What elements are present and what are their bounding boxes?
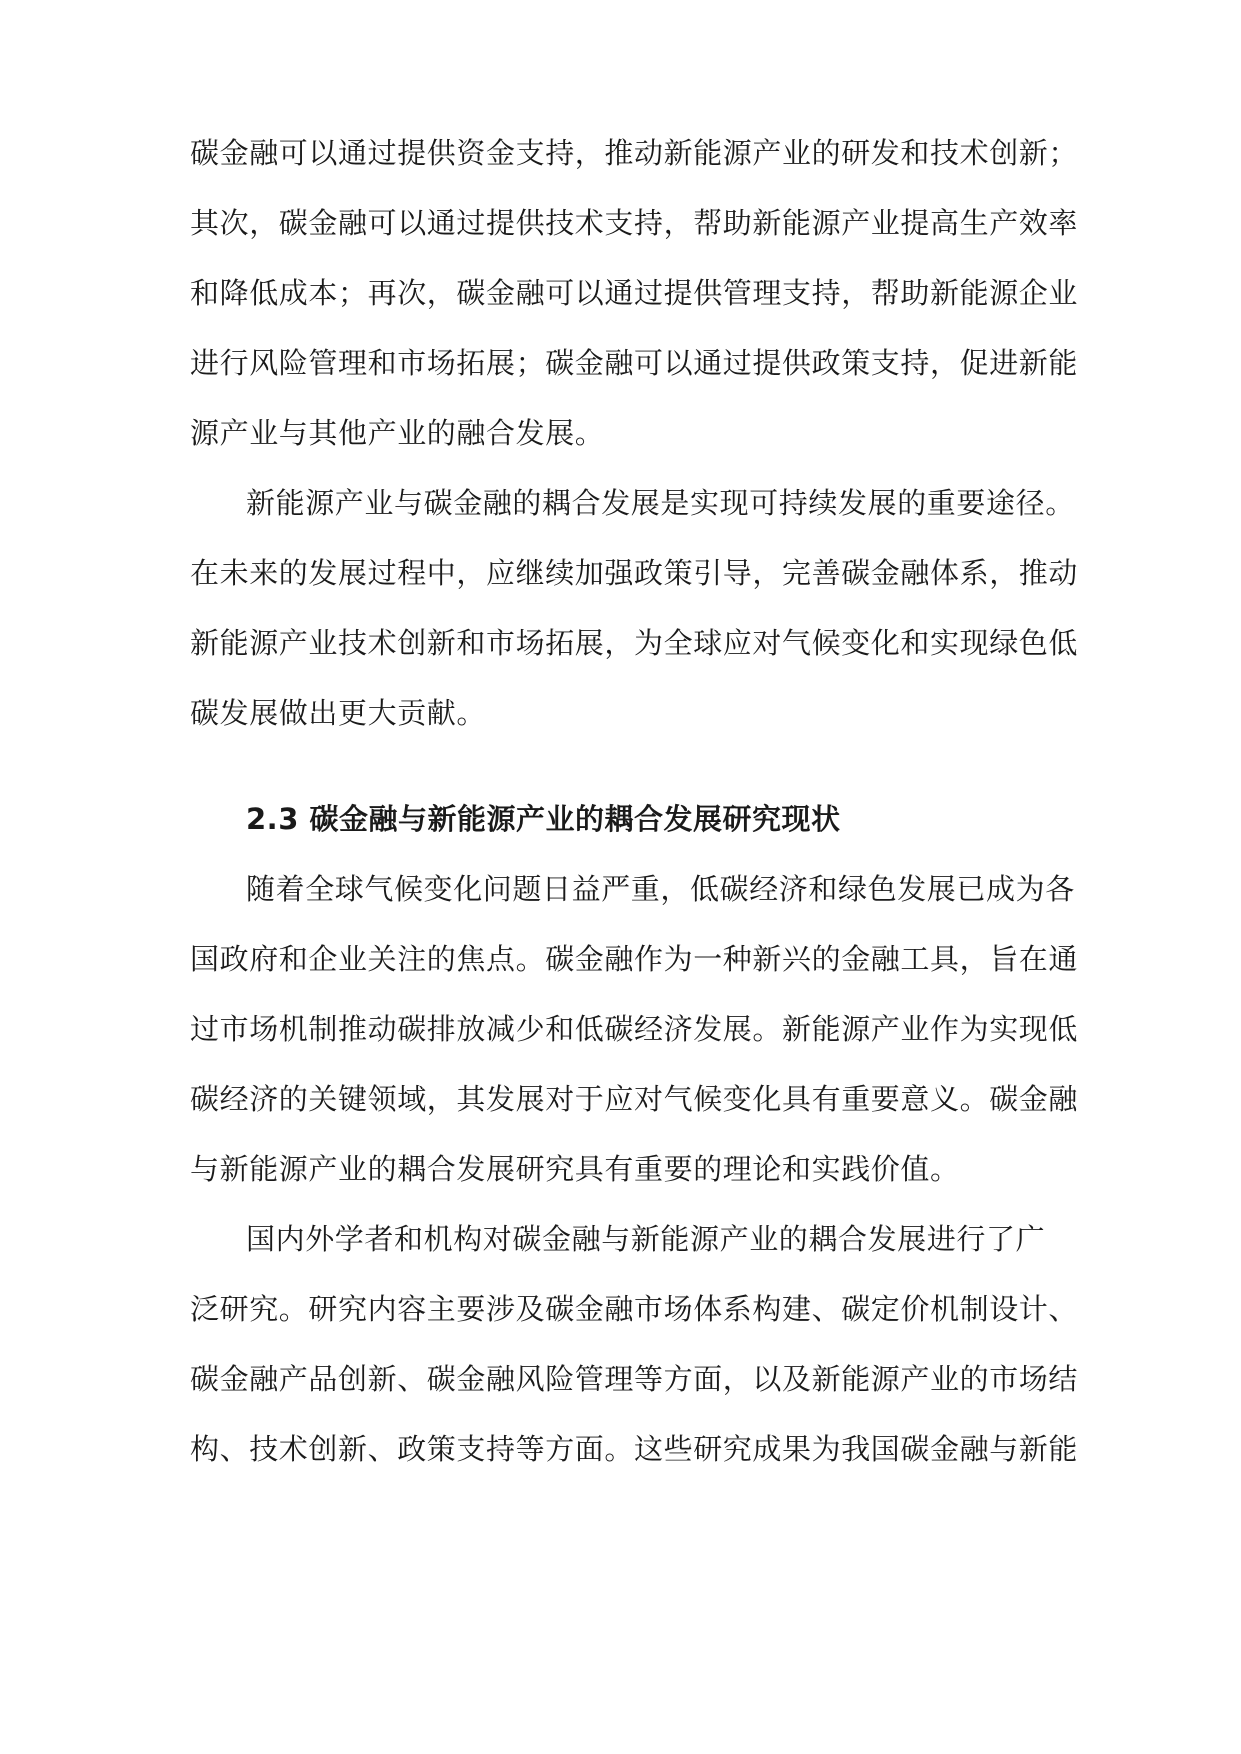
paragraph-line: 国内外学者和机构对碳金融与新能源产业的耦合发展进行了广 (246, 1222, 1046, 1256)
paragraph-line: 在未来的发展过程中，应继续加强政策引导，完善碳金融体系，推动 (190, 556, 1079, 590)
paragraph-line: 过市场机制推动碳排放减少和低碳经济发展。新能源产业作为实现低 (190, 1012, 1079, 1046)
paragraph-line: 碳经济的关键领域，其发展对于应对气候变化具有重要意义。碳金融 (190, 1082, 1079, 1116)
paragraph-line: 和降低成本；再次，碳金融可以通过提供管理支持，帮助新能源企业 (190, 276, 1079, 310)
paragraph-line: 源产业与其他产业的融合发展。 (190, 416, 605, 450)
paragraph-line: 碳金融可以通过提供资金支持，推动新能源产业的研发和技术创新； (190, 136, 1079, 170)
paragraph-line: 国政府和企业关注的焦点。碳金融作为一种新兴的金融工具，旨在通 (190, 942, 1079, 976)
paragraph-line: 碳金融产品创新、碳金融风险管理等方面，以及新能源产业的市场结 (190, 1362, 1079, 1396)
paragraph-line: 碳发展做出更大贡献。 (190, 696, 487, 730)
paragraph-line: 新能源产业技术创新和市场拓展，为全球应对气候变化和实现绿色低 (190, 626, 1079, 660)
paragraph-line: 与新能源产业的耦合发展研究具有重要的理论和实践价值。 (190, 1152, 960, 1186)
paragraph-line: 随着全球气候变化问题日益严重，低碳经济和绿色发展已成为各 (246, 872, 1075, 906)
paragraph-line: 泛研究。研究内容主要涉及碳金融市场体系构建、碳定价机制设计、 (190, 1292, 1079, 1326)
paragraph-line: 新能源产业与碳金融的耦合发展是实现可持续发展的重要途径。 (246, 486, 1075, 520)
paragraph-line: 进行风险管理和市场拓展；碳金融可以通过提供政策支持，促进新能 (190, 346, 1079, 380)
paragraph-line: 构、技术创新、政策支持等方面。这些研究成果为我国碳金融与新能 (190, 1432, 1079, 1466)
section-heading: 2.3 碳金融与新能源产业的耦合发展研究现状 (246, 802, 841, 836)
paragraph-line: 其次，碳金融可以通过提供技术支持，帮助新能源产业提高生产效率 (190, 206, 1079, 240)
